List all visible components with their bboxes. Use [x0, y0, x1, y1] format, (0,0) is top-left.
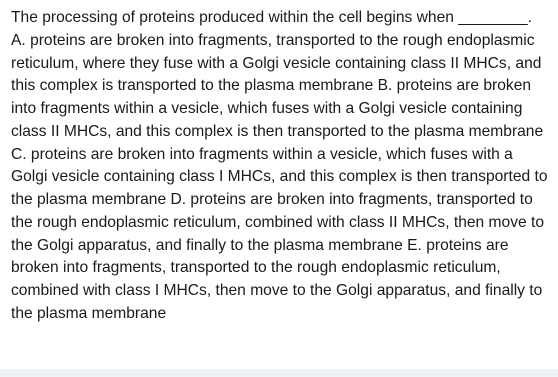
question-text: The processing of proteins produced within the cell begins when ________. A. proteins are broken into fragments, transported to the rough endoplasmic reticulum, where they fuse with a Golgi vesicle containing class II MHCs, and this complex is transported to the plasma membrane B. proteins are broken into fragments within a vesicle, which fuses with a Golgi vesicle containing class II MHCs, and this complex is then transported to the plasma membrane C. proteins are broken into fragments within a vesicle, which fuses with a Golgi vesicle containing class I MHCs, and this complex is then transported to the plasma membrane D. proteins are broken into fragments, transported to the rough endoplasmic reticulum, combined with class II MHCs, then move to the Golgi apparatus, and finally to the plasma membrane E. proteins are broken into fragments, transported to the rough endoplasmic reticulum, combined with class I MHCs, then move to the Golgi apparatus, and finally to the plasma membrane — [11, 9, 548, 322]
bottom-divider — [0, 369, 558, 377]
